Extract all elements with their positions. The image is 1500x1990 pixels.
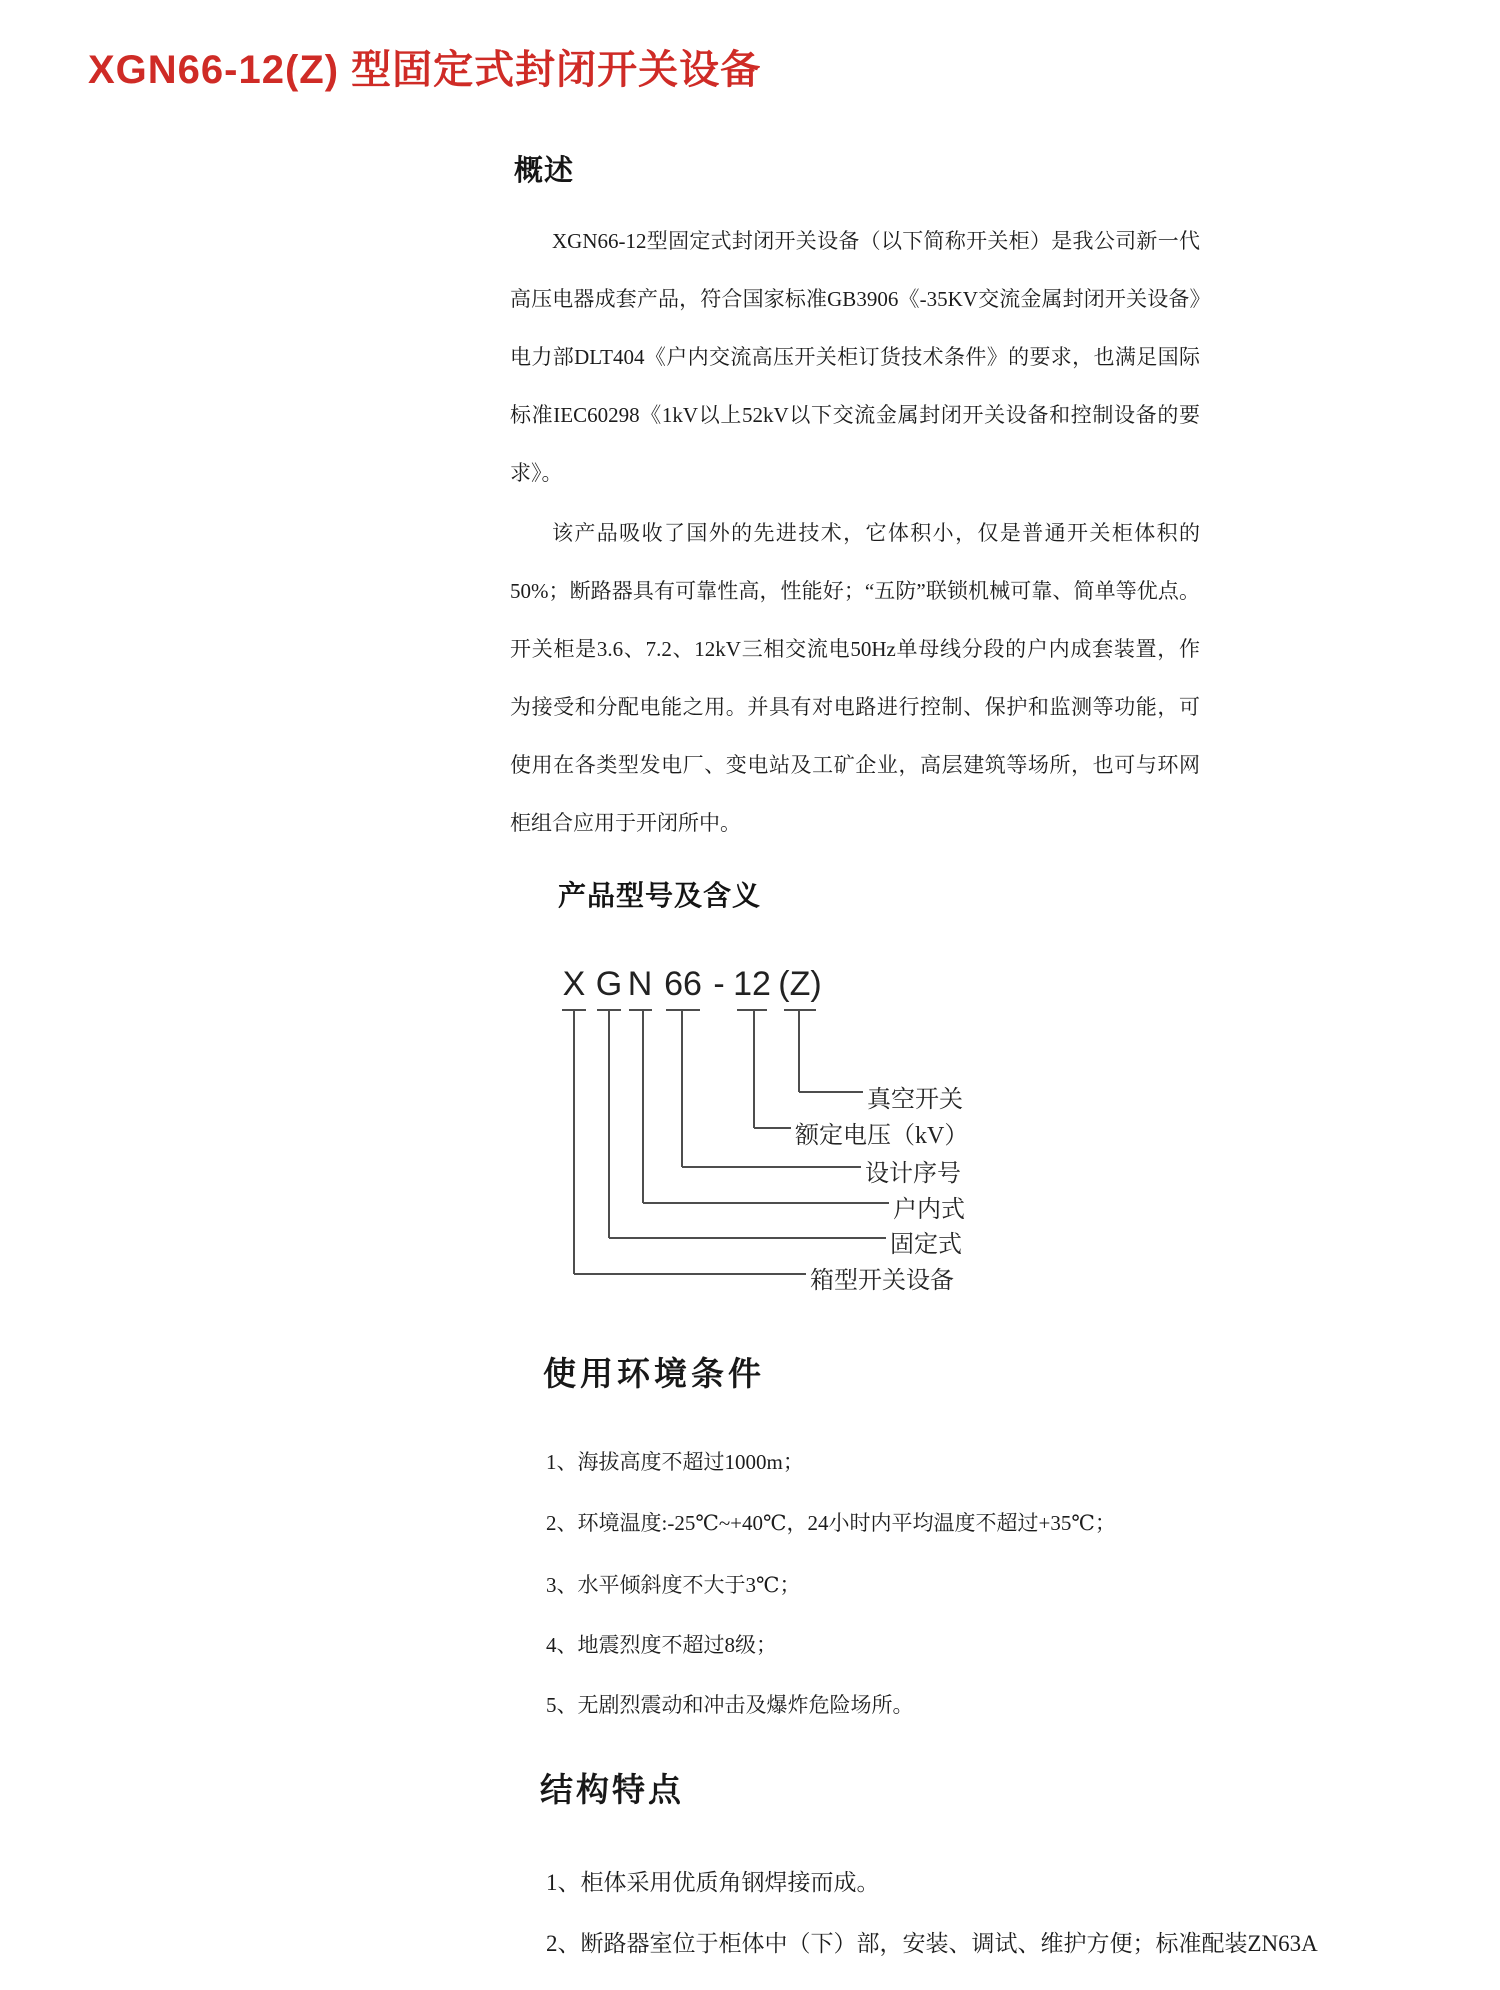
model-section-heading: 产品型号及含义	[558, 880, 762, 911]
model-part-g: G	[595, 965, 623, 1003]
model-label-fixed-type: 固定式	[890, 1232, 962, 1258]
env-item-3: 3、水平倾斜度不大于3℃；	[546, 1573, 801, 1597]
model-part-z: (Z)	[778, 965, 822, 1003]
overview-paragraph-2: 该产品吸收了国外的先进技术，它体积小，仅是普通开关柜体积的50%；断路器具有可靠性高，性能好；“五防”联锁机械可靠、简单等优点。开关柜是3.6、7.2、12kV三相交流电50Hz单母线分段的户内成套装置，作为接受和分配电能之用。并具有对电路进行控制、保护和监测等功能，可使用在各类型发电厂、变电站及工矿企业，高层建筑等场所，也可与环网柜组合应用于开闭所中。	[510, 521, 1200, 835]
structure-section-heading: 结构特点	[540, 1771, 684, 1808]
model-label-rated-voltage: 额定电压（kV）	[795, 1123, 969, 1149]
env-item-1: 1、海拔高度不超过1000m；	[546, 1450, 804, 1474]
model-part-dash: -	[713, 965, 725, 1003]
overview-heading: 概述	[514, 155, 575, 187]
overview-paragraph-1: XGN66-12型固定式封闭开关设备（以下简称开关柜）是我公司新一代高压电器成套产品，符合国家标准GB3906《-35KV交流金属封闭开关设备》电力部DLT404《户内交流高压开关柜订货技术条件》的要求，也满足国际标准IEC60298《1kV以上52kV以下交流金属封闭开关设备和控制设备的要求》。	[510, 229, 1200, 485]
structure-item-1: 1、柜体采用优质角钢焊接而成。	[546, 1870, 880, 1895]
model-label-design-serial: 设计序号	[865, 1161, 961, 1187]
model-label-box-switchgear: 箱型开关设备	[810, 1268, 954, 1294]
page-title: XGN66-12(Z) 型固定式封闭开关设备	[88, 48, 762, 92]
model-part-x: X	[562, 965, 586, 1003]
environment-section-heading: 使用环境条件	[543, 1355, 765, 1392]
model-part-n: N	[627, 965, 653, 1003]
env-item-4: 4、地震烈度不超过8级；	[546, 1633, 777, 1657]
model-part-12: 12	[733, 965, 771, 1003]
structure-item-2: 2、断路器室位于柜体中（下）部，安装、调试、维护方便；标准配装ZN63A	[546, 1931, 1318, 1956]
model-part-66: 66	[664, 965, 702, 1003]
model-label-indoor-type: 户内式	[893, 1197, 965, 1223]
overview-text	[510, 212, 1200, 852]
model-label-vacuum-switch: 真空开关	[867, 1087, 963, 1113]
env-item-5: 5、无剧烈震动和冲击及爆炸危险场所。	[546, 1693, 914, 1717]
env-item-2: 2、环境温度:-25℃~+40℃，24小时内平均温度不超过+35℃；	[546, 1511, 1116, 1535]
